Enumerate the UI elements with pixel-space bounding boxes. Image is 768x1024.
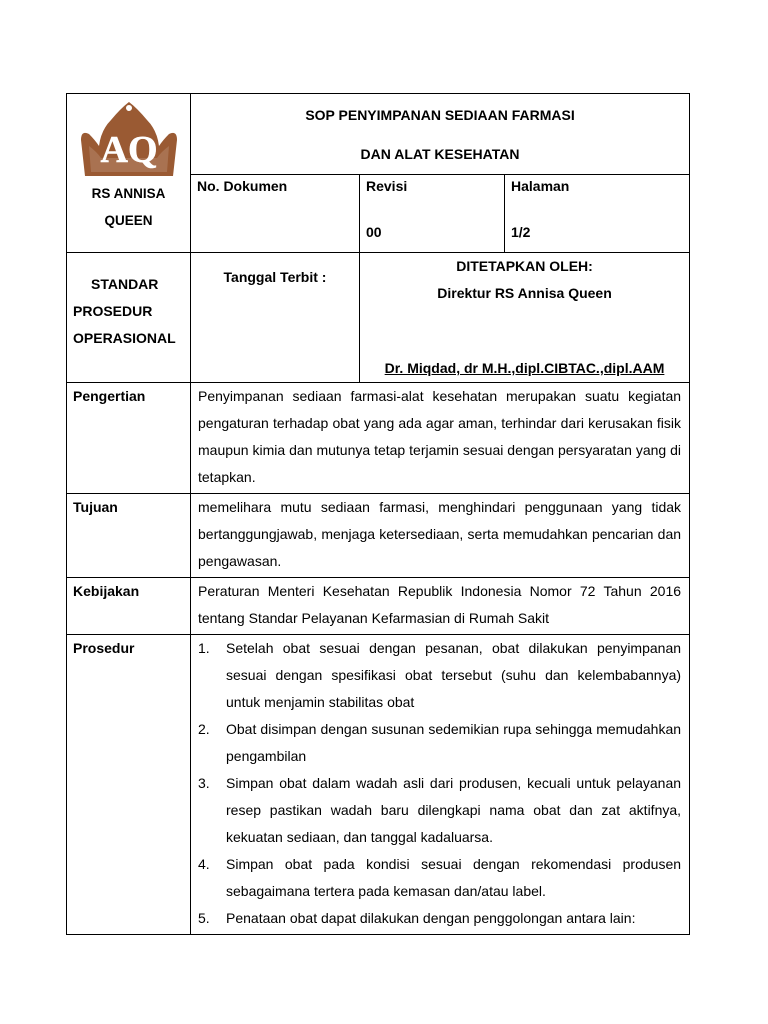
approver-position: Direktur RS Annisa Queen [437, 285, 612, 301]
org-name-line1: RS ANNISA [91, 186, 166, 201]
pengertian-text [191, 383, 690, 494]
list-item-text: Setelah obat sesuai dengan pesanan, obat dilakukan penyimpanan sesuai dengan spesifikasi obat tersebut (suhu dan kelembabannya) untuk menjamin stabilitas obat [226, 640, 682, 710]
standar-line3: OPERASIONAL [73, 330, 176, 346]
tujuan-paragraph: memelihara mutu sediaan farmasi, menghindari penggunaan yang tidak bertanggungjawab, menjaga ketersediaan, serta memudahkan pencarian dan pengawasan. [198, 499, 682, 569]
crown-logo-icon [77, 100, 181, 178]
kebijakan-text [191, 578, 690, 635]
kebijakan-paragraph: Peraturan Menteri Kesehatan Republik Indonesia Nomor 72 Tahun 2016 tentang Standar Pelayanan Kefarmasian di Rumah Sakit [198, 583, 682, 626]
doc-number-label: No. Dokumen [197, 178, 288, 194]
revision-value: 00 [366, 224, 382, 240]
title-line2: DAN ALAT KESEHATAN [360, 146, 520, 162]
list-item [198, 905, 681, 932]
page-value: 1/2 [511, 224, 531, 240]
standar-line1: STANDAR [91, 276, 159, 292]
list-item-number: 4. [198, 856, 210, 872]
kebijakan-label: Kebijakan [67, 578, 191, 635]
list-item-number: 3. [198, 775, 210, 791]
list-item [198, 770, 681, 851]
list-item-text: Obat disimpan dengan susunan sedemikian rupa sehingga memudahkan pengambilan [226, 721, 682, 764]
approved-by-label: DITETAPKAN OLEH: [456, 258, 593, 274]
list-item [198, 635, 681, 716]
issue-date-label: Tanggal Terbit : [223, 269, 327, 285]
org-name-line2: QUEEN [104, 213, 153, 228]
doc-number-cell [191, 175, 360, 253]
revision-label: Revisi [366, 178, 408, 194]
list-item [198, 851, 681, 905]
page-label: Halaman [511, 178, 570, 194]
organization-name [67, 180, 190, 234]
tujuan-label: Tujuan [67, 494, 191, 578]
list-item [198, 716, 681, 770]
list-item-text: Simpan obat pada kondisi sesuai dengan rekomendasi produsen sebagaimana tertera pada kemasan dan/atau label. [226, 856, 682, 899]
list-item-text: Penataan obat dapat dilakukan dengan penggolongan antara lain: [226, 910, 636, 926]
pengertian-paragraph: Penyimpanan sediaan farmasi-alat kesehatan merupakan suatu kegiatan pengaturan terhadap obat yang ada agar aman, terhindar dari kerusakan fisik maupun kimia dan mutunya tetap terjamin sesuai dengan persyaratan yang di tetapkan. [198, 388, 682, 485]
issue-date-cell [191, 253, 360, 383]
logo-letters: AQ [100, 129, 157, 171]
list-item-number: 5. [198, 910, 210, 926]
tujuan-text [191, 494, 690, 578]
document-title [191, 94, 690, 175]
approval-cell [360, 253, 690, 383]
prosedur-list [198, 635, 681, 932]
sop-document-table [66, 93, 690, 935]
approver-name: Dr. Miqdad, dr M.H.,dipl.CIBTAC.,dipl.AAM [384, 360, 665, 376]
title-line1: SOP PENYIMPANAN SEDIAAN FARMASI [305, 107, 575, 123]
standar-line2: PROSEDUR [73, 303, 153, 319]
prosedur-list-cell [191, 635, 690, 935]
pengertian-label: Pengertian [67, 383, 191, 494]
standard-label-cell [67, 253, 191, 383]
list-item-number: 1. [198, 640, 210, 656]
prosedur-label: Prosedur [67, 635, 191, 935]
page-cell [505, 175, 690, 253]
revision-cell [360, 175, 505, 253]
logo-cell [67, 94, 191, 253]
list-item-number: 2. [198, 721, 210, 737]
list-item-text: Simpan obat dalam wadah asli dari produsen, kecuali untuk pelayanan resep pastikan wadah baru dilengkapi nama obat dan zat aktifnya, kekuatan sediaan, dan tanggal kadaluarsa. [226, 775, 682, 845]
